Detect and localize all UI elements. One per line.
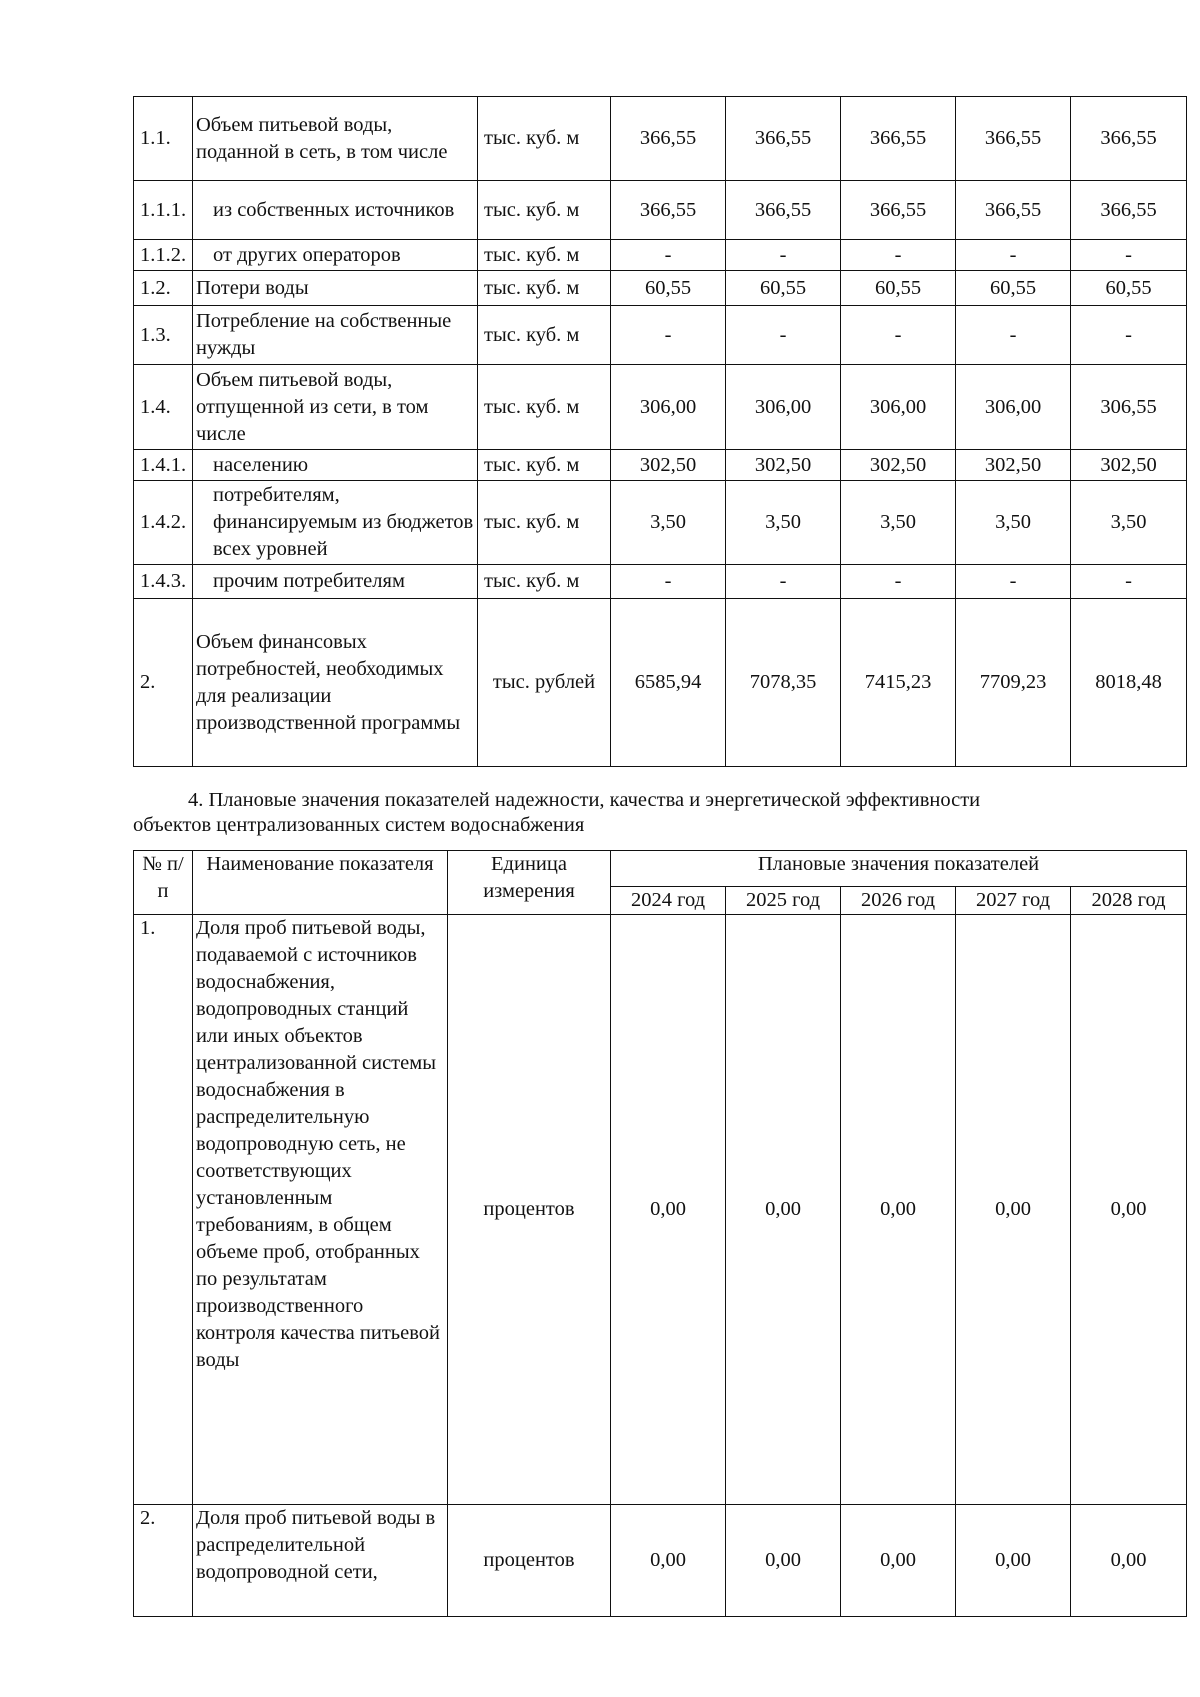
row-unit: процентов bbox=[448, 1505, 611, 1617]
row-name: от других операторов bbox=[193, 240, 478, 271]
row-unit: тыс. куб. м bbox=[478, 365, 611, 450]
value-cell: 3,50 bbox=[956, 481, 1071, 565]
value-cell: 302,50 bbox=[1071, 450, 1187, 481]
row-unit: тыс. рублей bbox=[478, 599, 611, 767]
row-code: 2. bbox=[134, 599, 193, 767]
value-cell: - bbox=[611, 565, 726, 599]
value-cell: 3,50 bbox=[611, 481, 726, 565]
row-unit: процентов bbox=[448, 915, 611, 1505]
production-volumes-table bbox=[133, 96, 1187, 767]
section-heading-line: 4. Плановые значения показателей надежности, качества и энергетической эффективности bbox=[188, 789, 981, 811]
value-cell: - bbox=[956, 306, 1071, 365]
value-cell: 0,00 bbox=[726, 915, 841, 1505]
header-name: Наименование показателя bbox=[193, 851, 448, 915]
row-code: 1.1. bbox=[134, 97, 193, 181]
value-cell: 0,00 bbox=[1071, 915, 1187, 1505]
row-name: Потери воды bbox=[193, 271, 478, 306]
header-unit: Единица измерения bbox=[448, 851, 611, 915]
row-code: 1. bbox=[134, 915, 193, 1505]
value-cell: 60,55 bbox=[841, 271, 956, 306]
value-cell: 366,55 bbox=[726, 181, 841, 240]
table-row bbox=[134, 306, 1187, 365]
value-cell: 3,50 bbox=[726, 481, 841, 565]
header-year: 2025 год bbox=[726, 887, 841, 915]
value-cell: 302,50 bbox=[726, 450, 841, 481]
section-heading-line: объектов централизованных систем водоснабжения bbox=[133, 814, 585, 836]
value-cell: 306,55 bbox=[1071, 365, 1187, 450]
value-cell: 7415,23 bbox=[841, 599, 956, 767]
value-cell: 6585,94 bbox=[611, 599, 726, 767]
value-cell: - bbox=[1071, 240, 1187, 271]
row-unit: тыс. куб. м bbox=[478, 181, 611, 240]
value-cell: 0,00 bbox=[841, 915, 956, 1505]
value-cell: - bbox=[726, 306, 841, 365]
value-cell: 306,00 bbox=[841, 365, 956, 450]
header-plan: Плановые значения показателей bbox=[611, 851, 1187, 887]
row-code: 1.1.1. bbox=[134, 181, 193, 240]
row-unit: тыс. куб. м bbox=[478, 240, 611, 271]
header-year: 2027 год bbox=[956, 887, 1071, 915]
value-cell: 306,00 bbox=[956, 365, 1071, 450]
value-cell: 366,55 bbox=[1071, 181, 1187, 240]
header-year: 2028 год bbox=[1071, 887, 1187, 915]
row-unit: тыс. куб. м bbox=[478, 481, 611, 565]
value-cell: 302,50 bbox=[841, 450, 956, 481]
value-cell: 0,00 bbox=[611, 915, 726, 1505]
row-code: 1.3. bbox=[134, 306, 193, 365]
table-row bbox=[134, 181, 1187, 240]
value-cell: 366,55 bbox=[611, 97, 726, 181]
row-name: Потребление на собственные нужды bbox=[193, 306, 478, 365]
value-cell: 366,55 bbox=[841, 97, 956, 181]
row-name: Объем питьевой воды, поданной в сеть, в том числе bbox=[193, 97, 478, 181]
value-cell: 60,55 bbox=[726, 271, 841, 306]
row-unit: тыс. куб. м bbox=[478, 97, 611, 181]
value-cell: 306,00 bbox=[611, 365, 726, 450]
row-name: потребителям, финансируемым из бюджетов всех уровней bbox=[193, 481, 478, 565]
value-cell: 60,55 bbox=[611, 271, 726, 306]
table-row bbox=[134, 97, 1187, 181]
row-name: Доля проб питьевой воды в распределительной водопроводной сети, bbox=[193, 1505, 448, 1617]
header-year: 2026 год bbox=[841, 887, 956, 915]
row-code: 1.4.1. bbox=[134, 450, 193, 481]
row-name: из собственных источников bbox=[193, 181, 478, 240]
value-cell: 3,50 bbox=[1071, 481, 1187, 565]
value-cell: - bbox=[841, 306, 956, 365]
value-cell: 366,55 bbox=[611, 181, 726, 240]
value-cell: - bbox=[611, 306, 726, 365]
value-cell: 366,55 bbox=[726, 97, 841, 181]
value-cell: 366,55 bbox=[956, 181, 1071, 240]
value-cell: 7709,23 bbox=[956, 599, 1071, 767]
section-heading bbox=[133, 788, 1186, 838]
value-cell: - bbox=[841, 565, 956, 599]
table-row bbox=[134, 915, 1187, 1505]
row-code: 1.4.2. bbox=[134, 481, 193, 565]
value-cell: - bbox=[726, 565, 841, 599]
table-row bbox=[134, 1505, 1187, 1617]
value-cell: 0,00 bbox=[841, 1505, 956, 1617]
value-cell: - bbox=[841, 240, 956, 271]
table-row bbox=[134, 240, 1187, 271]
row-unit: тыс. куб. м bbox=[478, 306, 611, 365]
value-cell: 0,00 bbox=[611, 1505, 726, 1617]
row-name: прочим потребителям bbox=[193, 565, 478, 599]
value-cell: 3,50 bbox=[841, 481, 956, 565]
row-code: 1.4.3. bbox=[134, 565, 193, 599]
value-cell: - bbox=[1071, 565, 1187, 599]
row-name: Объем финансовых потребностей, необходимых для реализации производственной программы bbox=[193, 599, 478, 767]
table-row bbox=[134, 565, 1187, 599]
value-cell: 366,55 bbox=[956, 97, 1071, 181]
value-cell: - bbox=[726, 240, 841, 271]
value-cell: 0,00 bbox=[956, 1505, 1071, 1617]
value-cell: - bbox=[611, 240, 726, 271]
value-cell: 366,55 bbox=[1071, 97, 1187, 181]
table-row bbox=[134, 481, 1187, 565]
table-row bbox=[134, 599, 1187, 767]
value-cell: - bbox=[956, 565, 1071, 599]
header-year: 2024 год bbox=[611, 887, 726, 915]
value-cell: 306,00 bbox=[726, 365, 841, 450]
row-unit: тыс. куб. м bbox=[478, 450, 611, 481]
row-unit: тыс. куб. м bbox=[478, 271, 611, 306]
table-row bbox=[134, 365, 1187, 450]
row-code: 1.2. bbox=[134, 271, 193, 306]
indicators-table bbox=[133, 850, 1187, 1617]
row-code: 1.4. bbox=[134, 365, 193, 450]
row-name: Объем питьевой воды, отпущенной из сети, в том числе bbox=[193, 365, 478, 450]
row-unit: тыс. куб. м bbox=[478, 565, 611, 599]
table-row bbox=[134, 271, 1187, 306]
row-code: 1.1.2. bbox=[134, 240, 193, 271]
value-cell: - bbox=[956, 240, 1071, 271]
row-name: Доля проб питьевой воды, подаваемой с источников водоснабжения, водопроводных станций или иных объектов централизованной системы водоснабжения в распределительную водопроводную сеть, не соответствующих установленным требованиям, в общем объеме проб, отобранных по результатам производственного контроля качества питьевой воды bbox=[193, 915, 448, 1505]
row-name: населению bbox=[193, 450, 478, 481]
value-cell: 366,55 bbox=[841, 181, 956, 240]
value-cell: 0,00 bbox=[956, 915, 1071, 1505]
value-cell: 7078,35 bbox=[726, 599, 841, 767]
header-num: № п/п bbox=[134, 851, 193, 915]
value-cell: - bbox=[1071, 306, 1187, 365]
value-cell: 302,50 bbox=[611, 450, 726, 481]
value-cell: 302,50 bbox=[956, 450, 1071, 481]
value-cell: 0,00 bbox=[726, 1505, 841, 1617]
value-cell: 60,55 bbox=[1071, 271, 1187, 306]
value-cell: 8018,48 bbox=[1071, 599, 1187, 767]
value-cell: 60,55 bbox=[956, 271, 1071, 306]
row-code: 2. bbox=[134, 1505, 193, 1617]
header-row bbox=[134, 851, 1187, 887]
table-row bbox=[134, 450, 1187, 481]
value-cell: 0,00 bbox=[1071, 1505, 1187, 1617]
